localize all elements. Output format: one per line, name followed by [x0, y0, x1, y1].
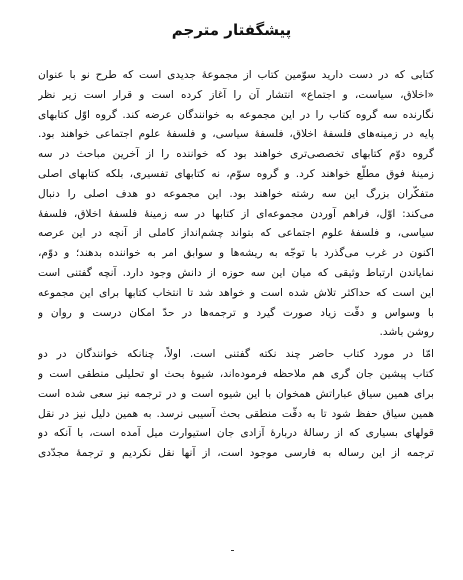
text-line: پایه در زمینه‌های فلسفهٔ اخلاق، فلسفهٔ سیاسی، و فلسفهٔ علوم اجتماعی خواهند بود.: [38, 128, 434, 141]
scan-speck: [231, 550, 234, 551]
text-line: قولهای بسیاری که از رسالهٔ دربارهٔ آزادی جان استیوارت میل آمده است، با آنکه دو: [38, 427, 434, 440]
body-text: [38, 66, 434, 464]
text-line: امّا در مورد کتاب حاضر چند نکته گفتنی است. اولاً، چنانکه خوانندگان در دو: [38, 348, 434, 361]
text-line: همین سیاق حفظ شود تا به دقّت منطقی بحث آسیبی نرسد. به همین دلیل نیز در نقل: [38, 407, 434, 420]
text-line: «اخلاق، سیاست، و اجتماع» انتشار آن را آغاز کرده است و قرار است زیر نظر: [38, 88, 434, 101]
text-line: روشن باشد.: [379, 326, 434, 339]
text-line: نمایاندن ارتباط وثیقی که میان این سه حوزه از دانش وجود دارد. آنچه گفتنی است: [38, 266, 434, 279]
text-line: سیاسی، و فلسفهٔ علوم اجتماعی که بتواند چشم‌انداز کاملی از آنچه در این عرصه: [38, 227, 434, 240]
text-line: کتاب پیشین جان گری هم ملاحظه فرموده‌اند، شیوهٔ بحث او تحلیلی منطقی است و: [38, 367, 434, 380]
text-line: با وسواس و دقّت زیاد صورت گیرد و ترجمه‌ها در حدّ امکان درست و روان و: [38, 306, 434, 319]
text-line: متفکّران بزرگ این سه رشته خواهند بود. این مجموعه دو هدف اصلی را دنبال: [38, 187, 434, 200]
text-line: نگارنده سه گروه کتاب را در این مجموعه به خوانندگان عرضه کند. گروه اوّل کتابهای: [38, 108, 434, 121]
text-line: این است که حداکثر تلاش شده است و خواهد شد تا انتخاب کتابها برای این مجموعه: [38, 286, 434, 299]
text-line: ترجمه از این رساله به فارسی موجود است، از آنها نقل نکردیم و ترجمهٔ مجدّدی: [38, 447, 434, 460]
page-title: پیشگفتار مترجم: [171, 21, 292, 39]
text-line: زمینهٔ فوق مطلّع خواهند کرد. و گروه سوّم، نه کتابهای تفسیری، بلکه کتابهای اصلی: [38, 167, 434, 180]
text-line: اکنون در غرب می‌گذرد با توجّه به ریشه‌ها و سوابق امر به خواننده بدهند؛ و دوّم،: [38, 247, 434, 260]
text-line: می‌کند: اوّل، فراهم آوردن مجموعه‌ای از کتابها در سه زمینهٔ فلسفهٔ اخلاق، فلسفهٔ: [38, 207, 434, 220]
text-line: برای همین سیاق عباراتش همخوان با این شیوه است و در ترجمه نیز سعی شده است: [38, 387, 434, 400]
text-line: کتابی که در دست دارید سوّمین کتاب از مجموعهٔ جدیدی است که طرح نو با عنوان: [38, 69, 434, 81]
paragraph-2: [38, 345, 434, 464]
text-line: گروه دوّم کتابهای تخصصی‌تری خواهند بود که خواننده را از آخرین مباحث در سه: [38, 148, 434, 161]
paragraph-1: [38, 66, 434, 343]
